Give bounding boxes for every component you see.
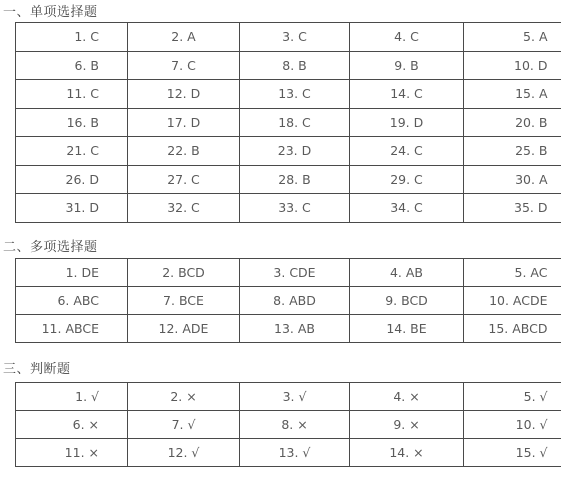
- answer-cell: 9. BCD: [350, 287, 464, 315]
- answer-cell: 1. √: [75, 389, 99, 404]
- answer-cell: 18. C: [240, 108, 350, 137]
- answer-cell: 6. ABC: [16, 287, 128, 315]
- answer-cell: 3. √: [240, 383, 350, 411]
- answer-cell: 23. D: [240, 137, 350, 166]
- answer-cell: 13. AB: [240, 315, 350, 343]
- answer-cell: 8. ×: [240, 411, 350, 439]
- answer-row: [16, 259, 561, 287]
- answer-row: [16, 194, 561, 223]
- answer-cell: 5. √: [464, 383, 561, 411]
- answer-row: [16, 439, 561, 467]
- answer-cell: 33. C: [240, 194, 350, 223]
- answer-row: [16, 137, 561, 166]
- answer-cell: 15. ABCD: [464, 315, 561, 343]
- answer-cell: 3. CDE: [240, 259, 350, 287]
- answer-cell: 25. B: [464, 137, 561, 166]
- answer-cell: 12. ADE: [128, 315, 240, 343]
- answer-cell: 10. D: [464, 51, 561, 80]
- answer-row: [16, 108, 561, 137]
- answer-row: [16, 165, 561, 194]
- answer-row: [16, 80, 561, 109]
- answer-cell: 15. A: [464, 80, 561, 109]
- true-false-answer-table: [15, 382, 561, 467]
- answer-cell: 31. D: [16, 194, 128, 223]
- answer-cell: 32. C: [128, 194, 240, 223]
- answer-cell: 26. D: [16, 165, 128, 194]
- answer-cell: 4. ×: [350, 383, 464, 411]
- answer-cell: 4. AB: [350, 259, 464, 287]
- answer-row: [16, 411, 561, 439]
- answer-cell: 22. B: [128, 137, 240, 166]
- answer-cell: 8. ABD: [240, 287, 350, 315]
- answer-cell: 1. DE: [65, 265, 99, 280]
- answer-cell: 9. B: [350, 51, 464, 80]
- answer-cell: 9. ×: [350, 411, 464, 439]
- answer-cell: 35. D: [464, 194, 561, 223]
- answer-cell: 14. BE: [350, 315, 464, 343]
- answer-cell: 6. B: [16, 51, 128, 80]
- section-heading-true-false: 三、判断题: [3, 362, 71, 377]
- answer-cell: 17. D: [128, 108, 240, 137]
- answer-cell: 34. C: [350, 194, 464, 223]
- answer-cell: 2. ×: [128, 383, 240, 411]
- answer-cell: 11. ABCE: [16, 315, 128, 343]
- answer-cell: 13. C: [240, 80, 350, 109]
- answer-cell: 1. C: [74, 29, 99, 45]
- answer-cell: 24. C: [350, 137, 464, 166]
- answer-cell: 27. C: [128, 165, 240, 194]
- single-choice-answer-table: [15, 22, 561, 223]
- answer-cell: 7. C: [128, 51, 240, 80]
- answer-cell: 14. ×: [350, 439, 464, 467]
- answer-row: [16, 23, 561, 52]
- answer-cell: 7. BCE: [128, 287, 240, 315]
- answer-cell: 21. C: [16, 137, 128, 166]
- answer-cell: 20. B: [464, 108, 561, 137]
- answer-cell: 13. √: [240, 439, 350, 467]
- answer-cell: 8. B: [240, 51, 350, 80]
- answer-cell: 3. C: [240, 23, 350, 52]
- answer-cell: 2. BCD: [128, 259, 240, 287]
- answer-cell: 7. √: [128, 411, 240, 439]
- answer-cell: 16. B: [16, 108, 128, 137]
- section-heading-multiple-choice: 二、多项选择题: [3, 240, 98, 255]
- answer-cell: 11. ×: [16, 439, 128, 467]
- answer-cell: 10. √: [464, 411, 561, 439]
- answer-cell: 2. A: [128, 23, 240, 52]
- answer-cell: 30. A: [464, 165, 561, 194]
- answer-cell: 15. √: [464, 439, 561, 467]
- answer-cell: 4. C: [350, 23, 464, 52]
- answer-cell: 12. √: [128, 439, 240, 467]
- answer-row: [16, 383, 561, 411]
- answer-row: [16, 287, 561, 315]
- answer-row: [16, 315, 561, 343]
- answer-cell: 5. A: [464, 23, 561, 52]
- answer-cell: 6. ×: [16, 411, 128, 439]
- section-heading-single-choice: 一、单项选择题: [3, 5, 98, 20]
- answer-cell: 29. C: [350, 165, 464, 194]
- answer-cell: 12. D: [128, 80, 240, 109]
- answer-cell: 28. B: [240, 165, 350, 194]
- answer-cell: 11. C: [16, 80, 128, 109]
- answer-cell: 5. AC: [464, 259, 561, 287]
- answer-cell: 19. D: [350, 108, 464, 137]
- multiple-choice-answer-table: [15, 258, 561, 343]
- answer-cell: 10. ACDE: [464, 287, 561, 315]
- answer-cell: 14. C: [350, 80, 464, 109]
- answer-row: [16, 51, 561, 80]
